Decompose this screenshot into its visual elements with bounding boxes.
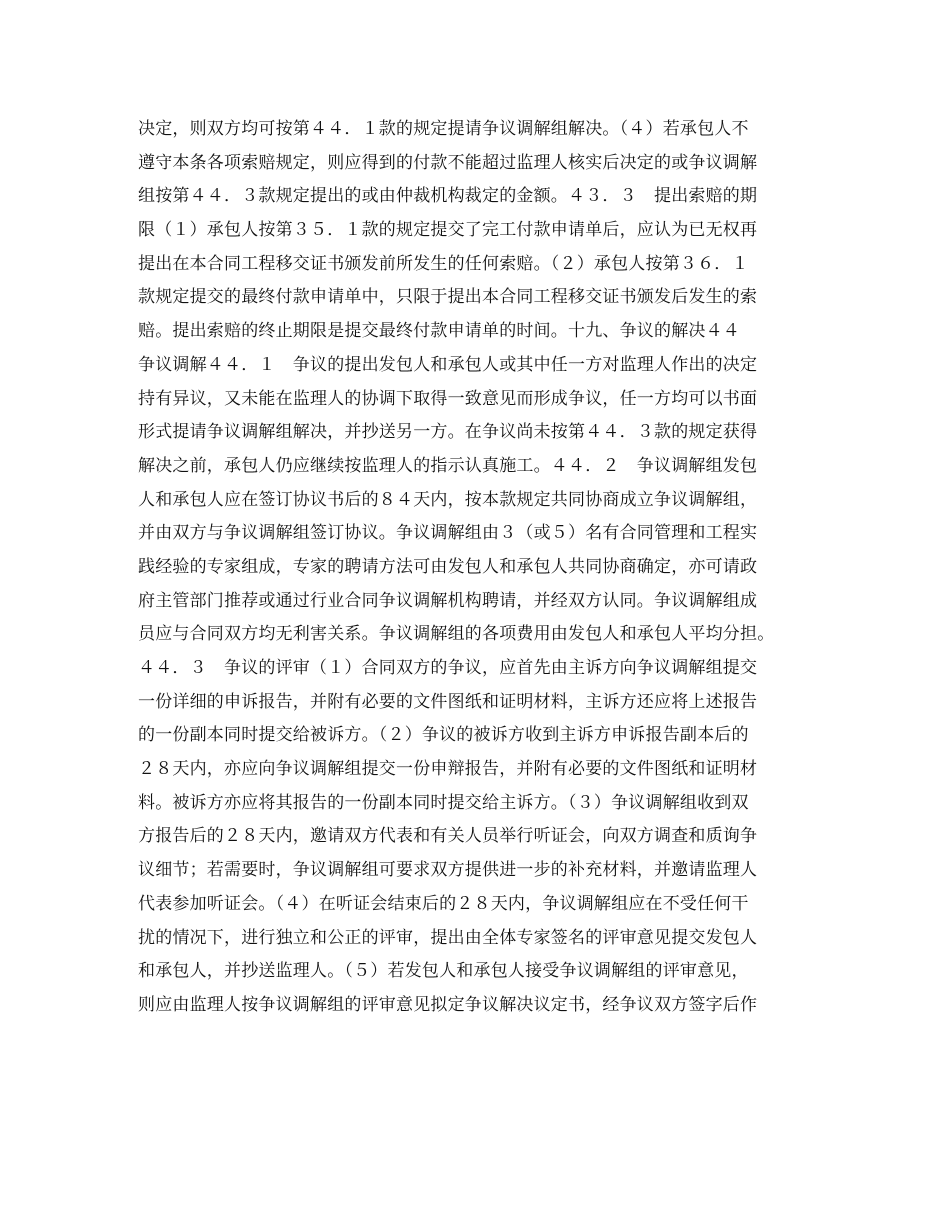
- text-line: 则应由监理人按争议调解组的评审意见拟定争议解决议定书，经争议双方签字后作: [138, 994, 758, 1015]
- text-line: 议细节；若需要时，争议调解组可要求双方提供进一步的补充材料，并邀请监理人: [138, 860, 758, 881]
- text-line: 料。被诉方亦应将其报告的一份副本同时提交给主诉方。（３）争议调解组收到双: [138, 792, 749, 813]
- text-line: 员应与合同双方均无利害关系。争议调解组的各项费用由发包人和承包人平均分担。: [138, 624, 775, 645]
- text-line: 人和承包人应在签订协议书后的８４天内，按本款规定共同协商成立争议调解组，: [138, 489, 758, 510]
- text-line: 提出在本合同工程移交证书颁发前所发生的任何索赔。（２）承包人按第３６．１: [138, 253, 749, 274]
- text-line: ２８天内，亦应向争议调解组提交一份申辩报告，并附有必要的文件图纸和证明材: [138, 759, 758, 780]
- text-line: 解决之前，承包人仍应继续按监理人的指示认真施工。４４．２ 争议调解组发包: [138, 455, 758, 476]
- text-line: 款规定提交的最终付款申请单中，只限于提出本合同工程移交证书颁发后发生的索: [138, 287, 758, 308]
- text-line: 决定，则双方均可按第４４．１款的规定提请争议调解组解决。（４）若承包人不: [138, 119, 749, 139]
- text-line: 赔。提出索赔的终止期限是提交最终付款申请单的时间。十九、争议的解决４４: [138, 321, 740, 342]
- text-line: 方报告后的２８天内，邀请双方代表和有关人员举行听证会，向双方调查和质询争: [138, 826, 758, 847]
- text-line: 扰的情况下，进行独立和公正的评审，提出由全体专家签名的评审意见提交发包人: [138, 927, 758, 948]
- text-line: 践经验的专家组成，专家的聘请方法可由发包人和承包人共同协商确定，亦可请政: [138, 556, 758, 577]
- text-line: 的一份副本同时提交给被诉方。（２）争议的被诉方收到主诉方申诉报告副本后的: [138, 725, 749, 746]
- text-line: 限（１）承包人按第３５．１款的规定提交了完工付款申请单后，应认为已无权再: [138, 220, 758, 241]
- text-line: 遵守本条各项索赔规定，则应得到的付款不能超过监理人核实后决定的或争议调解: [138, 152, 758, 173]
- text-line: 一份详细的申诉报告，并附有必要的文件图纸和证明材料，主诉方还应将上述报告: [138, 691, 758, 712]
- text-line: 争议调解４４．１ 争议的提出发包人和承包人或其中任一方对监理人作出的决定: [138, 354, 758, 375]
- text-line: 形式提请争议调解组解决，并抄送另一方。在争议尚未按第４４．３款的规定获得: [138, 422, 758, 443]
- text-line: 代表参加听证会。（４）在听证会结束后的２８天内，争议调解组应在不受任何干: [138, 893, 749, 914]
- text-line: 组按第４４．３款规定提出的或由仲裁机构裁定的金额。４３．３ 提出索赔的期: [138, 186, 758, 207]
- text-line: 府主管部门推荐或通过行业合同争议调解机构聘请，并经双方认同。争议调解组成: [138, 590, 758, 611]
- text-line: 和承包人，并抄送监理人。（５）若发包人和承包人接受争议调解组的评审意见，: [138, 961, 749, 982]
- body-text: [138, 113, 828, 1023]
- text-line: 持有异议，又未能在监理人的协调下取得一致意见而形成争议，任一方均可以书面: [138, 388, 758, 409]
- text-line: ４４．３ 争议的评审（１）合同双方的争议，应首先由主诉方向争议调解组提交: [138, 658, 758, 678]
- text-line: 并由双方与争议调解组签订协议。争议调解组由３（或５）名有合同管理和工程实: [138, 523, 758, 544]
